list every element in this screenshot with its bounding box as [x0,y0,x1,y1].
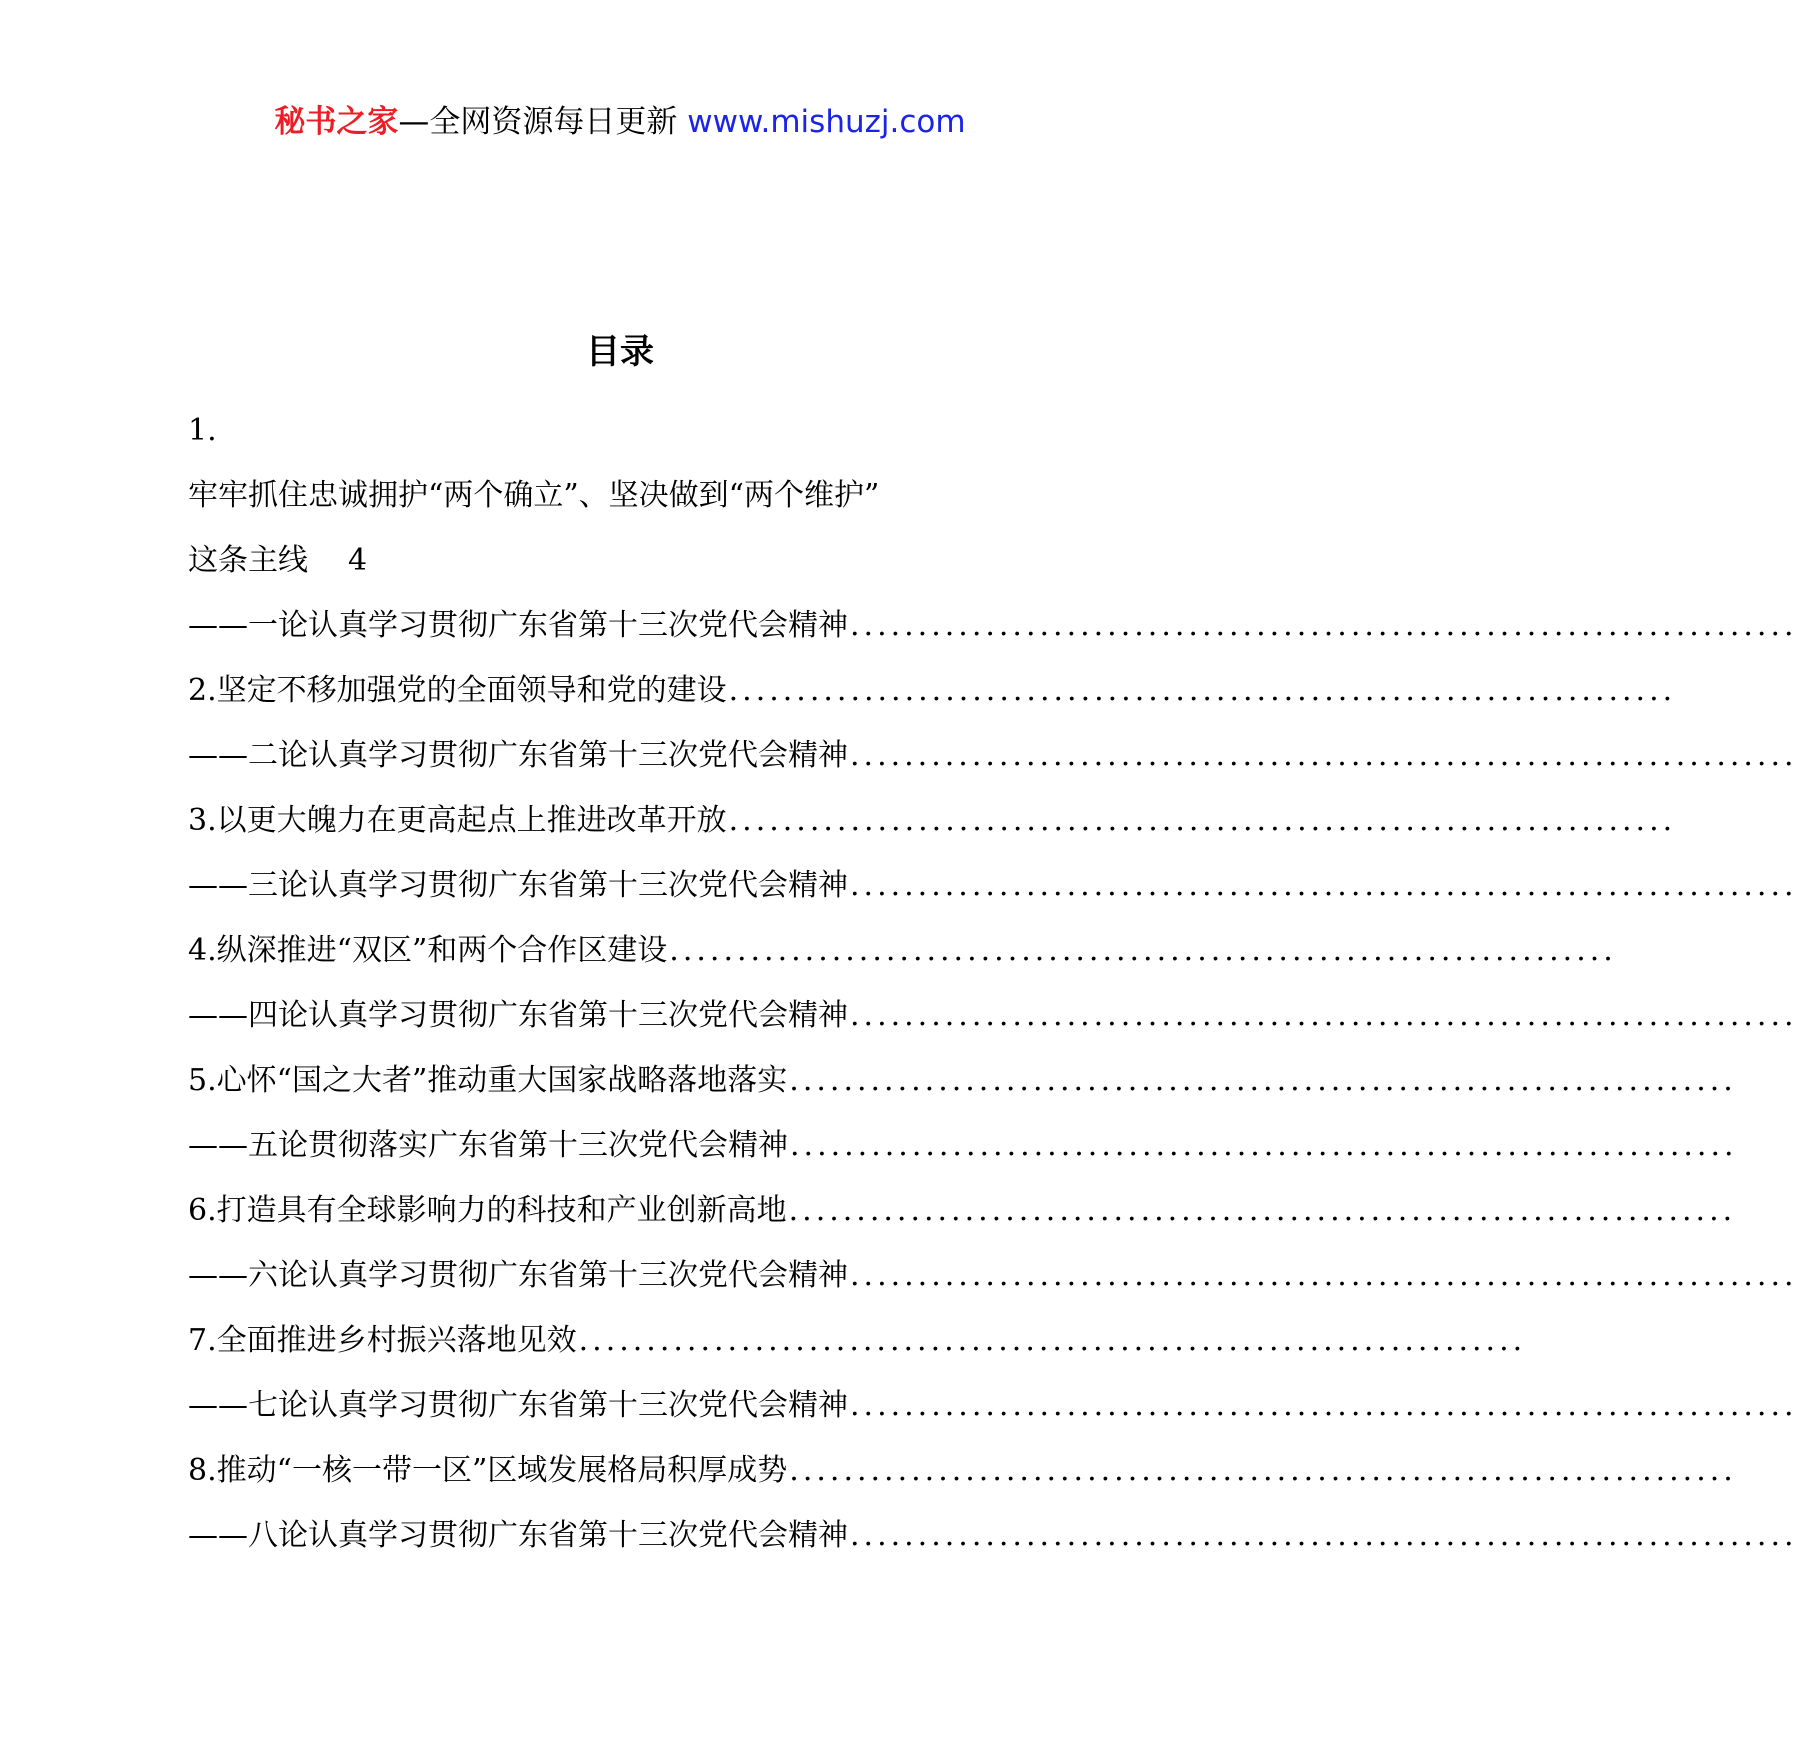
toc-entry-1-title[interactable] [188,463,1240,528]
toc-entry-3-title[interactable] [188,788,1677,853]
toc-entry-8-title[interactable] [188,1438,1737,1503]
toc-entry-text: ——七论认真学习贯彻广东省第十三次党代会精神 [188,1388,848,1423]
toc-entry-text: 5.心怀“国之大者”推动重大国家战略落地落实 [188,1063,788,1098]
toc-entry-8-subtitle[interactable] [188,1503,1798,1568]
toc-dot-leader: ...................................................................... [850,738,1798,773]
toc-entry-text: ——八论认真学习贯彻广东省第十三次党代会精神 [188,1518,848,1553]
toc-dot-leader: ...................................................................... [728,673,1677,708]
toc-entry-text: ——五论贯彻落实广东省第十三次党代会精神 [188,1128,788,1163]
toc-entry-text: 这条主线 [188,543,308,578]
toc-entry-6-title[interactable] [188,1178,1737,1243]
toc-entry-text: 7.全面推进乡村振兴落地见效 [188,1323,577,1358]
toc-entry-text: ——四论认真学习贯彻广东省第十三次党代会精神 [188,998,848,1033]
toc-entry-text: 3.以更大魄力在更高起点上推进改革开放 [188,803,727,838]
toc-entry-text: ——一论认真学习贯彻广东省第十三次党代会精神 [188,608,848,643]
toc-dot-leader: ...................................................................... [790,1128,1738,1163]
toc-entry-text: ——三论认真学习贯彻广东省第十三次党代会精神 [188,868,848,903]
toc-entry-4-title[interactable] [188,918,1617,983]
toc-entry-text: 8.推动“一核一带一区”区域发展格局积厚成势 [188,1453,788,1488]
toc-entry-text: ——六论认真学习贯彻广东省第十三次党代会精神 [188,1258,848,1293]
toc-entry-text: 4.纵深推进“双区”和两个合作区建设 [188,933,668,968]
toc-entry-text: 1. [188,413,217,448]
site-header [0,100,1240,144]
toc-dot-leader: ...................................................................... [788,1193,1737,1228]
site-tagline: —全网资源每日更新 [398,104,678,140]
toc-entry-5-title[interactable] [188,1048,1737,1113]
toc-dot-leader: ...................................................................... [850,608,1798,643]
toc-entry-1-subtitle[interactable] [188,593,1798,658]
site-url-link[interactable]: www.mishuzj.com [687,104,966,140]
toc-entry-1-title-cont[interactable] [188,528,1240,593]
toc-entry-3-subtitle[interactable] [188,853,1798,918]
toc-entry-6-subtitle[interactable] [188,1243,1798,1308]
toc-entry-1-number[interactable] [188,398,1240,463]
toc-entry-2-subtitle[interactable] [188,723,1798,788]
toc-entry-5-subtitle[interactable] [188,1113,1738,1178]
table-of-contents [188,398,1798,1568]
toc-entry-2-title[interactable] [188,658,1677,723]
toc-dot-leader: ...................................................................... [850,1518,1798,1553]
toc-dot-leader: ...................................................................... [850,1258,1798,1293]
toc-dot-leader: ...................................................................... [850,998,1798,1033]
toc-dot-leader: ...................................................................... [789,1453,1737,1488]
toc-title: 目录 [586,332,654,372]
toc-entry-text: 牢牢抓住忠诚拥护“两个确立”、坚决做到“两个维护” [188,478,880,513]
toc-dot-leader: ...................................................................... [728,803,1677,838]
site-brand: 秘书之家 [274,104,399,140]
toc-entry-text: 6.打造具有全球影响力的科技和产业创新高地 [188,1193,787,1228]
toc-dot-leader: ...................................................................... [850,1388,1798,1423]
toc-dot-leader: ...................................................................... [850,868,1798,903]
toc-dot-leader: ...................................................................... [669,933,1617,968]
toc-entry-7-subtitle[interactable] [188,1373,1798,1438]
toc-dot-leader: ...................................................................... [789,1063,1737,1098]
toc-dot-leader: ...................................................................... [578,1323,1527,1358]
toc-entry-7-title[interactable] [188,1308,1527,1373]
toc-page-number: 4 [348,543,368,578]
toc-entry-4-subtitle[interactable] [188,983,1798,1048]
toc-entry-text: ——二论认真学习贯彻广东省第十三次党代会精神 [188,738,848,773]
toc-entry-text: 2.坚定不移加强党的全面领导和党的建设 [188,673,727,708]
